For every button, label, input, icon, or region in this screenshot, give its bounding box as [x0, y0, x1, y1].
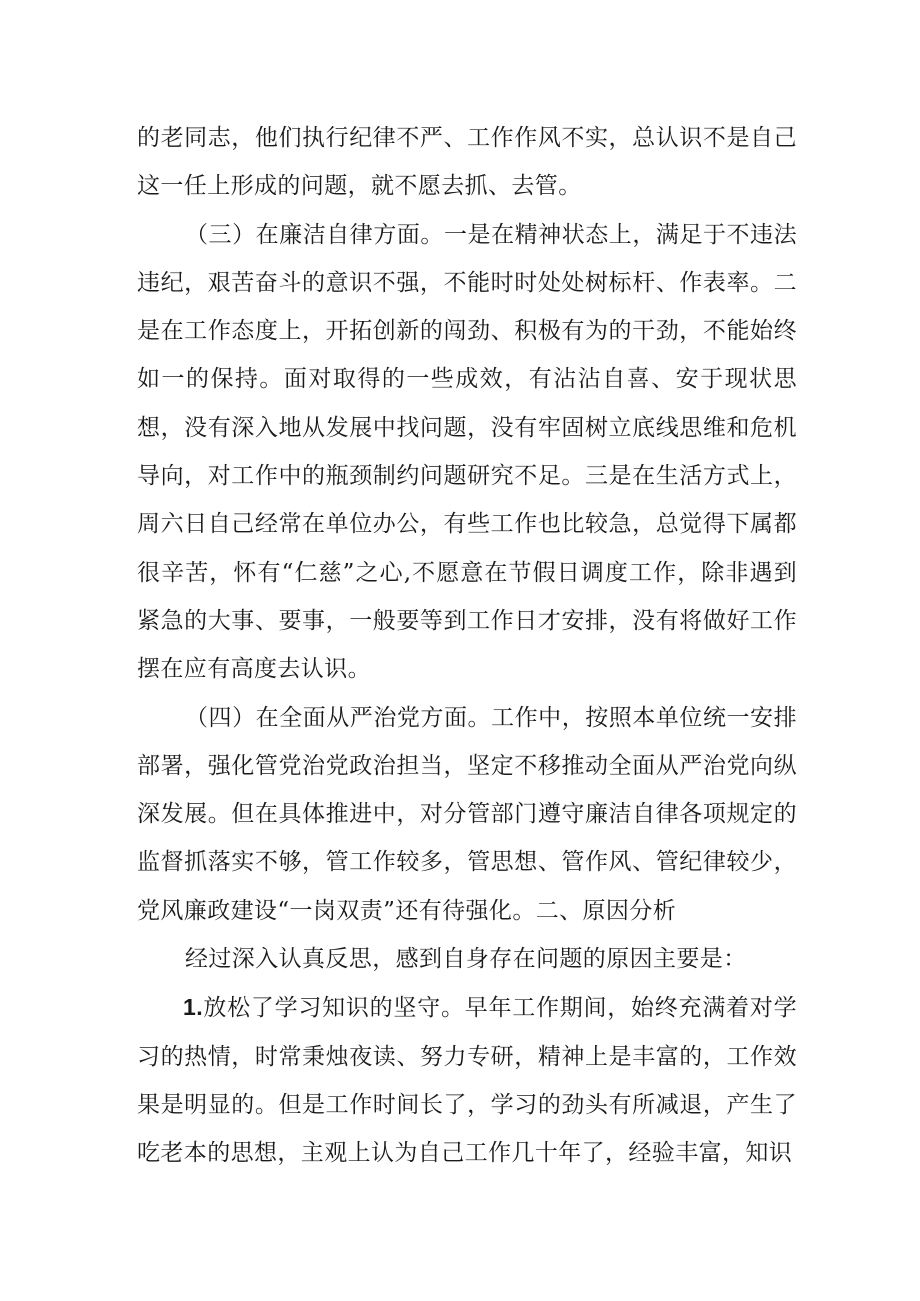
paragraph-continuation: 的老同志，他们执行纪律不严、工作作风不实，总认识不是自己这一任上形成的问题，就不愿去抓、去管。	[137, 125, 797, 200]
paragraph-strict-party-governance: （四）在全面从严治党方面。工作中，按照本单位统一安排部署，强化管党治党政治担当，坚定不移推动全面从严治党向纵深发展。但在具体推进中，对分管部门遵守廉洁自律各项规定的监督抓落实不够，管工作较多，管思想、管作风、管纪律较少，党风廉政建设“一岗双责”还有待强化。二、原因分析	[137, 704, 797, 924]
document-body	[137, 114, 797, 1178]
list-number: 1.	[183, 994, 203, 1021]
paragraph-cause-1	[137, 983, 797, 1177]
paragraph-integrity-self-discipline: （三）在廉洁自律方面。一是在精神状态上，满足于不违法违纪，艰苦奋斗的意识不强，不能时时处处树标杆、作表率。二是在工作态度上，开拓创新的闯劲、积极有为的干劲，不能始终如一的保持。面对取得的一些成效，有沾沾自喜、安于现状思想，没有深入地从发展中找问题，没有牢固树立底线思维和危机导向，对工作中的瓶颈制约问题研究不足。三是在生活方式上，周六日自己经常在单位办公，有些工作也比较急，总觉得下属都很辛苦，怀有“仁慈”之心,不愿意在节假日调度工作，除非遇到紧急的大事、要事，一般要等到工作日才安排，没有将做好工作摆在应有高度去认识。	[137, 221, 797, 683]
paragraph-cause-intro: 经过深入认真反思，感到自身存在问题的原因主要是：	[185, 946, 747, 973]
paragraph-cause-1-text: 放松了学习知识的坚守。早年工作期间，始终充满着对学习的热情，时常秉烛夜读、努力专研，精神上是丰富的，工作效果是明显的。但是工作时间长了，学习的劲头有所减退，产生了吃老本的思想，主观上认为自己工作几十年了，经验丰富，知识	[137, 995, 797, 1167]
